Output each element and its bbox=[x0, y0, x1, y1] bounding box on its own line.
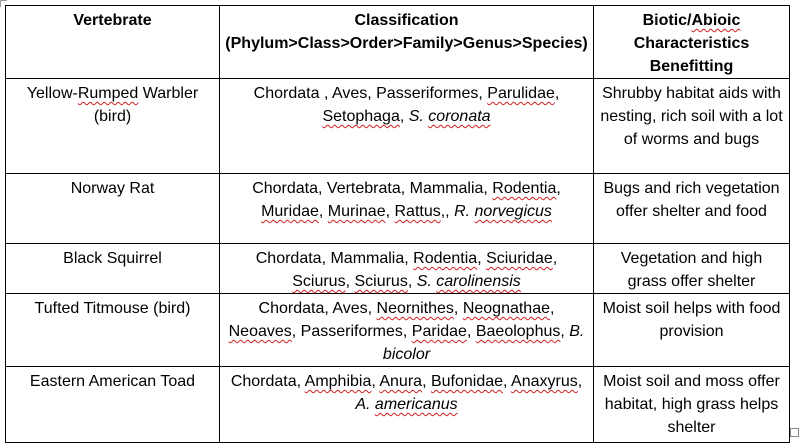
classification-segment: Chordata, Aves, bbox=[258, 300, 377, 317]
classification-segment: , bbox=[560, 323, 570, 340]
classification-segment: Paridae bbox=[411, 323, 467, 340]
classification-cell bbox=[220, 367, 594, 443]
classification-segment: ,, bbox=[440, 203, 455, 220]
classification-segment: , bbox=[552, 250, 558, 267]
vertebrate-cell bbox=[6, 244, 220, 294]
table-row bbox=[6, 79, 790, 174]
header-classification-sublabel: (Phylum>Class>Order>Family>Genus>Species) bbox=[225, 35, 588, 52]
classification-segment: , bbox=[554, 85, 560, 102]
classification-segment: , Passeriformes, bbox=[291, 323, 412, 340]
classification-segment: Neoaves bbox=[228, 323, 292, 340]
benefit-cell bbox=[594, 244, 790, 294]
vertebrate-name-word: Rumped bbox=[77, 85, 139, 102]
classification-segment: Parulidae bbox=[487, 85, 555, 102]
table-row bbox=[6, 244, 790, 294]
classification-segment: , bbox=[318, 203, 328, 220]
classification-segment: Sciurus bbox=[292, 273, 346, 290]
classification-segment: Chordata, bbox=[230, 373, 305, 390]
table-row bbox=[6, 294, 790, 367]
header-biotic-prefix: Biotic/ bbox=[642, 12, 692, 29]
classification-segment: Chordata, Mammalia, bbox=[255, 250, 414, 267]
classification-segment: Anura bbox=[379, 373, 423, 390]
classification-segment: , bbox=[503, 373, 512, 390]
benefit-text: Moist soil helps with food provision bbox=[602, 300, 781, 340]
classification-segment: R. bbox=[454, 203, 475, 220]
classification-segment: Neognathae bbox=[462, 300, 550, 317]
classification-segment: Neornithes bbox=[376, 300, 454, 317]
classification-segment: Chordata , Aves, Passeriformes, bbox=[253, 85, 488, 102]
classification-segment: Bufonidae bbox=[430, 373, 504, 390]
classification-segment: , bbox=[345, 273, 355, 290]
benefit-cell bbox=[594, 367, 790, 443]
vertebrate-name: Black Squirrel bbox=[63, 250, 162, 267]
vertebrate-cell bbox=[6, 367, 220, 443]
classification-segment: Sciurus bbox=[354, 273, 408, 290]
classification-segment: , bbox=[577, 373, 583, 390]
vertebrate-name: Norway Rat bbox=[70, 180, 155, 197]
header-biotic-word: Abioic bbox=[691, 12, 741, 29]
header-biotic-suffix: Characteristics Benefitting bbox=[633, 35, 750, 75]
vertebrate-name: Tufted Titmouse (bird) bbox=[34, 300, 191, 317]
classification-segment: Rodentia bbox=[492, 180, 557, 197]
classification-segment: Chordata, Vertebrata, Mammalia, bbox=[252, 180, 493, 197]
classification-segment: carolinensis bbox=[436, 273, 521, 290]
benefit-text: Shrubby habitat aids with nesting, rich soil with a lot of worms and bugs bbox=[600, 85, 783, 148]
vertebrate-cell bbox=[6, 79, 220, 174]
classification-segment: , bbox=[466, 323, 476, 340]
classification-cell bbox=[220, 244, 594, 294]
classification-segment: , bbox=[399, 108, 409, 125]
vertebrate-name-prefix: Yellow- bbox=[26, 85, 78, 102]
classification-segment: Anaxyrus bbox=[511, 373, 578, 390]
table-row bbox=[6, 174, 790, 244]
classification-segment: , bbox=[477, 250, 487, 267]
header-classification-label: Classification bbox=[354, 12, 459, 29]
classification-segment: Baeolophus bbox=[475, 323, 561, 340]
classification-segment: S. bbox=[408, 108, 429, 125]
benefit-text: Moist soil and moss offer habitat, high grass helps shelter bbox=[603, 373, 780, 436]
classification-segment: Rodentia bbox=[413, 250, 478, 267]
classification-segment: Murinae bbox=[327, 203, 386, 220]
header-biotic bbox=[594, 6, 790, 79]
classification-segment: norvegicus bbox=[474, 203, 552, 220]
classification-segment: A. bbox=[355, 396, 375, 413]
classification-segment: Muridae bbox=[261, 203, 319, 220]
classification-segment: , bbox=[550, 300, 555, 317]
vertebrate-name: Eastern American Toad bbox=[29, 373, 196, 390]
classification-segment: S. bbox=[416, 273, 437, 290]
benefit-cell bbox=[594, 79, 790, 174]
classification-segment: Sciuridae bbox=[486, 250, 553, 267]
vertebrate-cell bbox=[6, 174, 220, 244]
table-row bbox=[6, 367, 790, 443]
table-resize-handle[interactable] bbox=[790, 428, 799, 437]
classification-segment: Setophaga bbox=[322, 108, 400, 125]
header-classification bbox=[220, 6, 594, 79]
header-row bbox=[6, 6, 790, 79]
classification-table bbox=[5, 5, 790, 443]
vertebrate-cell bbox=[6, 294, 220, 367]
classification-segment: , bbox=[407, 273, 417, 290]
classification-segment: , bbox=[556, 180, 561, 197]
header-vertebrate bbox=[6, 6, 220, 79]
classification-segment: , bbox=[422, 373, 431, 390]
classification-cell bbox=[220, 294, 594, 367]
classification-segment: B. bicolor bbox=[382, 323, 585, 363]
classification-segment: , bbox=[453, 300, 463, 317]
benefit-cell bbox=[594, 294, 790, 367]
benefit-text: Bugs and rich vegetation offer shelter and food bbox=[603, 180, 780, 220]
vertebrate-name-suffix: Warbler (bird) bbox=[93, 85, 199, 125]
classification-cell bbox=[220, 79, 594, 174]
classification-segment: Rattus bbox=[394, 203, 441, 220]
benefit-cell bbox=[594, 174, 790, 244]
classification-segment: , bbox=[385, 203, 395, 220]
classification-segment: americanus bbox=[374, 396, 458, 413]
classification-segment: Amphibia bbox=[304, 373, 372, 390]
header-vertebrate-label: Vertebrate bbox=[73, 12, 152, 29]
benefit-text: Vegetation and high grass offer shelter bbox=[620, 250, 763, 290]
classification-cell bbox=[220, 174, 594, 244]
classification-segment: coronata bbox=[428, 108, 491, 125]
classification-segment: , bbox=[371, 373, 380, 390]
